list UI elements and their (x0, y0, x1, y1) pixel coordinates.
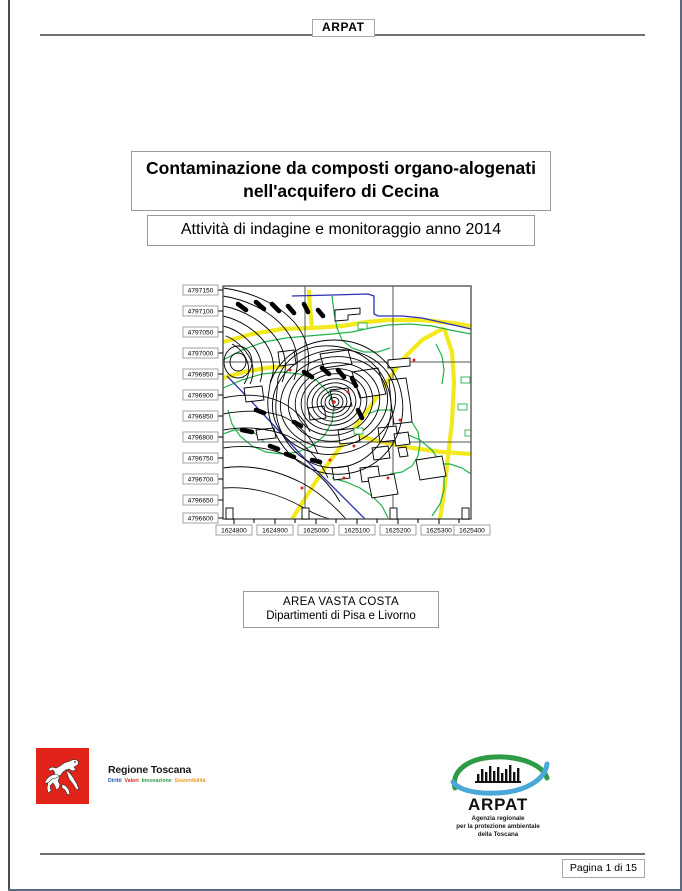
document-subtitle: Attività di indagine e monitoraggio anno 2014 (147, 215, 535, 246)
page-border-left (8, 0, 10, 891)
map-y-tick-label (183, 306, 218, 316)
svg-text:1625100: 1625100 (344, 527, 370, 535)
regione-toscana-logo (36, 748, 216, 806)
document-title (131, 151, 551, 211)
contour-map-svg (182, 282, 492, 544)
svg-text:4797150: 4797150 (187, 287, 214, 295)
map-x-tick-label (216, 525, 252, 535)
map-y-tick-label (183, 513, 218, 523)
map-y-tick-label (183, 411, 218, 421)
toscana-keyword: Diritti (108, 778, 122, 784)
svg-text:4796950: 4796950 (187, 371, 214, 379)
contour-map-figure (182, 282, 492, 544)
map-y-tick-label (183, 369, 218, 379)
footer-divider (40, 853, 645, 855)
map-x-ticks (234, 519, 459, 524)
arpat-tagline-line3: della Toscana (477, 831, 519, 838)
svg-text:1624800: 1624800 (221, 527, 247, 535)
caption-line2: Dipartimenti di Pisa e Livorno (266, 610, 416, 622)
map-x-tick-label (454, 525, 490, 535)
svg-text:1625200: 1625200 (385, 527, 411, 535)
svg-text:1624900: 1624900 (262, 527, 288, 535)
map-x-tick-label (380, 525, 416, 535)
svg-text:4796700: 4796700 (187, 476, 214, 484)
svg-text:1625300: 1625300 (426, 527, 452, 535)
svg-text:4796800: 4796800 (187, 434, 214, 442)
toscana-keyword: Valori (124, 778, 139, 784)
svg-text:4796650: 4796650 (187, 497, 214, 505)
map-x-tick-label (257, 525, 293, 535)
map-y-tick-label (183, 390, 218, 400)
arpat-tagline (437, 815, 559, 839)
svg-text:4797100: 4797100 (187, 308, 214, 316)
header-org-label: ARPAT (312, 19, 375, 37)
caption-line1: AREA VASTA COSTA (283, 596, 399, 608)
document-title-line2: nell'acquifero di Cecina (243, 181, 439, 201)
map-y-axis-labels (183, 285, 218, 523)
svg-text:1625400: 1625400 (459, 527, 485, 535)
svg-text:4796600: 4796600 (187, 515, 214, 523)
map-y-ticks (218, 290, 223, 518)
map-y-tick-label (183, 348, 218, 358)
map-y-tick-label (183, 495, 218, 505)
map-x-tick-label (339, 525, 375, 535)
page-header (40, 10, 645, 40)
map-x-tick-label (298, 525, 334, 535)
regione-toscana-keywords (108, 778, 216, 785)
svg-text:4796850: 4796850 (187, 413, 214, 421)
regione-toscana-wordmark (108, 764, 216, 785)
map-x-tick-label (421, 525, 457, 535)
map-y-tick-label (183, 474, 218, 484)
map-y-tick-label (183, 327, 218, 337)
svg-text:4796900: 4796900 (187, 392, 214, 400)
document-title-line1: Contaminazione da composti organo-alogenati (146, 158, 536, 178)
arpat-logo (437, 752, 559, 838)
figure-caption (243, 591, 439, 628)
page-number: Pagina 1 di 15 (562, 859, 645, 878)
toscana-keyword: Sostenibilità (174, 778, 206, 784)
svg-text:1625000: 1625000 (303, 527, 329, 535)
svg-text:4797050: 4797050 (187, 329, 214, 337)
svg-text:4796750: 4796750 (187, 455, 214, 463)
map-y-tick-label (183, 285, 218, 295)
map-y-tick-label (183, 453, 218, 463)
regione-toscana-name: Regione Toscana (108, 764, 192, 776)
map-x-axis-labels (216, 525, 490, 535)
arpat-tagline-line2: per la protezione ambientale (456, 823, 540, 830)
skyline-icon (475, 765, 521, 783)
page-footer (40, 853, 645, 877)
toscana-keyword: Innovazione (141, 778, 172, 784)
arpat-wordmark: ARPAT (467, 795, 529, 814)
arpat-swoosh-icon (437, 752, 559, 798)
pegasus-icon (36, 748, 89, 804)
svg-text:4797000: 4797000 (187, 350, 214, 358)
map-y-tick-label (183, 432, 218, 442)
arpat-tagline-line1: Agenzia regionale (471, 815, 525, 822)
pegasus-emblem-icon (36, 748, 89, 804)
